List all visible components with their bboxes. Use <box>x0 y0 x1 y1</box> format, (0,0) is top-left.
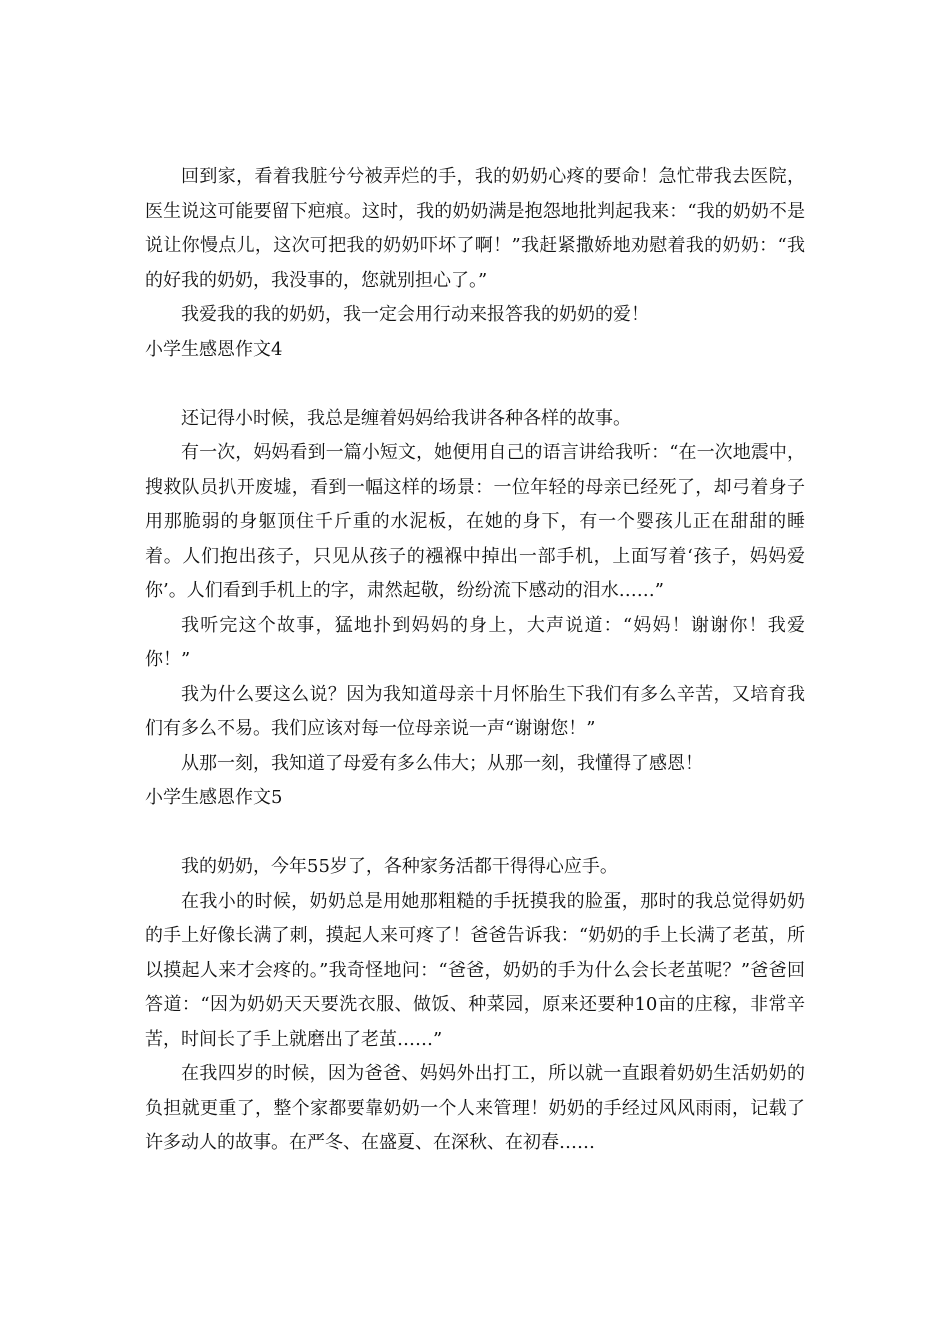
section-title: 小学生感恩作文5 <box>145 787 283 808</box>
section-title: 小学生感恩作文4 <box>145 338 283 360</box>
paragraph: 回到家，看着我脏兮兮被弄烂的手，我的奶奶心疼的要命！急忙带我去医院，医生说这可能要留下疤痕。这时，我的奶奶满是抱怨地批判起我来：“我的奶奶不是说让你慢点儿，这次可把我的奶奶吓坏了啊！”我赶紧撒娇地劝慰着我的奶奶：“我的好我的奶奶，我没事的，您就别担心了。” <box>145 166 805 291</box>
blank-line <box>145 367 805 402</box>
paragraph: 我为什么要这么说？因为我知道母亲十月怀胎生下我们有多么辛苦，又培育我们有多么不易。我们应该对每一位母亲说一声“谢谢您！” <box>145 683 805 739</box>
document-page <box>145 160 805 1161</box>
blank-line <box>145 816 805 851</box>
paragraph: 在我四岁的时候，因为爸爸、妈妈外出打工，所以就一直跟着奶奶生活奶奶的负担就更重了，整个家都要靠奶奶一个人来管理！奶奶的手经过风风雨雨，记载了许多动人的故事。在严冬、在盛夏、在深秋、在初春…… <box>145 1063 805 1153</box>
paragraph: 有一次，妈妈看到一篇小短文，她便用自己的语言讲给我听：“在一次地震中，搜救队员扒开废墟，看到一幅这样的场景：一位年轻的母亲已经死了，却弓着身子用那脆弱的身躯顶住千斤重的水泥板，在她的身下，有一个婴孩儿正在甜甜的睡着。人们抱出孩子，只见从孩子的襁褓中掉出一部手机，上面写着‘孩子，妈妈爱你’。人们看到手机上的字，肃然起敬，纷纷流下感动的泪水……” <box>145 442 805 601</box>
paragraph: 我听完这个故事，猛地扑到妈妈的身上，大声说道：“妈妈！谢谢你！我爱你！” <box>145 614 805 670</box>
paragraph: 在我小的时候，奶奶总是用她那粗糙的手抚摸我的脸蛋，那时的我总觉得奶奶的手上好像长满了刺，摸起人来可疼了！爸爸告诉我：“奶奶的手上长满了老茧，所以摸起人来才会疼的。”我奇怪地问：“爸爸，奶奶的手为什么会长老茧呢？”爸爸回答道：“因为奶奶天天要洗衣服、做饭、种菜园，原来还要种10亩的庄稼，非常辛苦，时间长了手上就磨出了老茧……” <box>145 890 805 1050</box>
paragraph: 我爱我的我的奶奶，我一定会用行动来报答我的奶奶的爱！ <box>181 304 649 325</box>
paragraph: 我的奶奶，今年55岁了，各种家务活都干得得心应手。 <box>181 856 618 877</box>
paragraph: 还记得小时候，我总是缠着妈妈给我讲各种各样的故事。 <box>181 407 631 429</box>
paragraph: 从那一刻，我知道了母爱有多么伟大；从那一刻，我懂得了感恩！ <box>181 752 703 774</box>
